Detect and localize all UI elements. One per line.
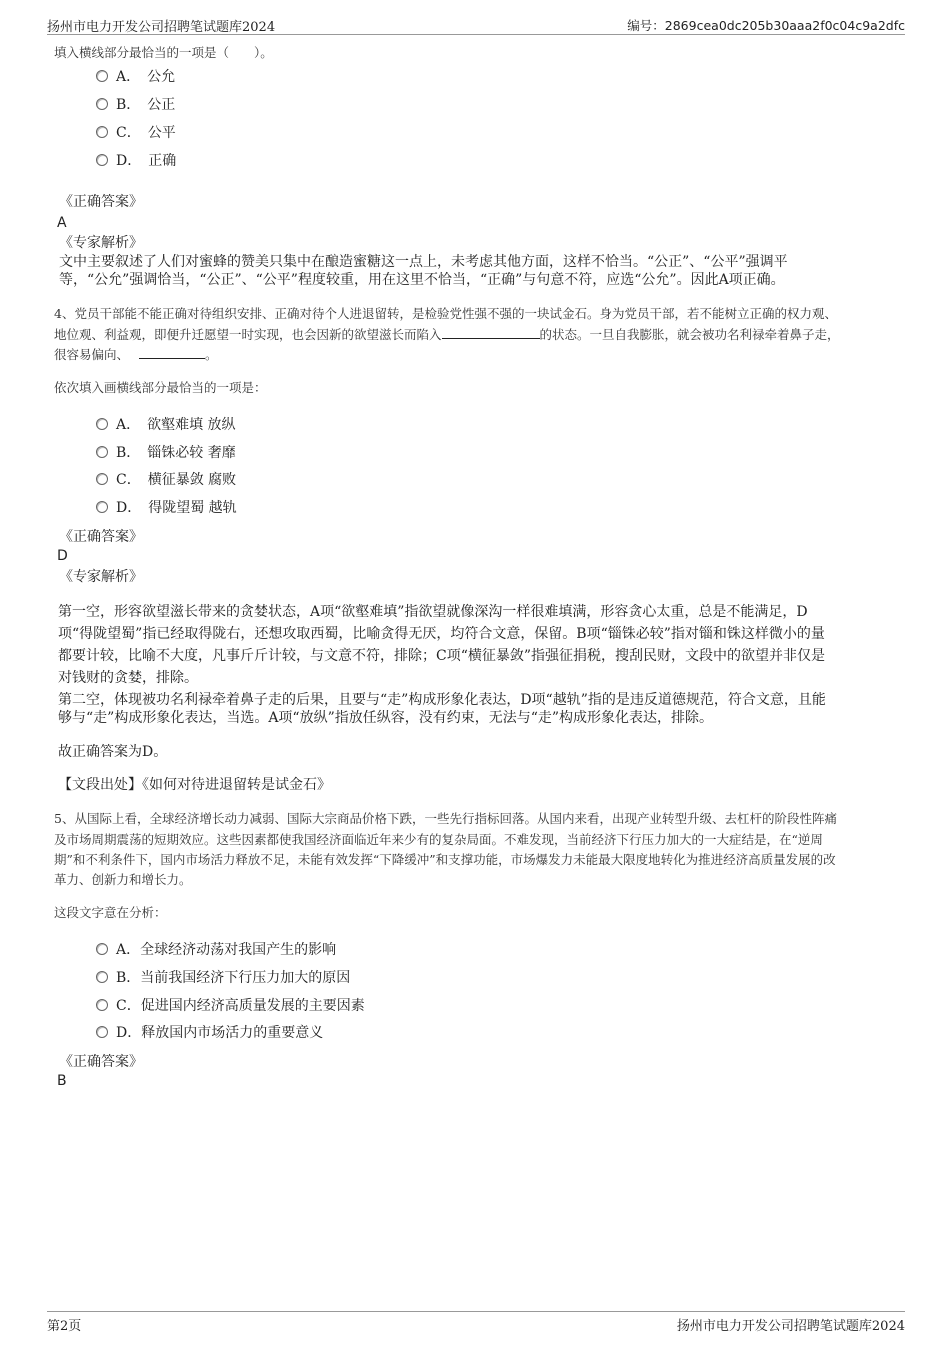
q5-answer: B (57, 1073, 67, 1089)
q4-option-a[interactable]: A． 欲壑难填 放纵 (96, 415, 236, 435)
q4-conclusion: 故正确答案为D。 (58, 744, 168, 760)
radio-icon[interactable] (96, 98, 108, 110)
radio-icon[interactable] (96, 154, 108, 166)
radio-icon[interactable] (96, 473, 108, 485)
q3-option-a[interactable]: A． 公允 (96, 67, 175, 87)
q5-option-d[interactable]: D．释放国内市场活力的重要意义 (96, 1023, 323, 1043)
radio-icon[interactable] (96, 1026, 108, 1038)
radio-icon[interactable] (96, 418, 108, 430)
q4-analysis-p1-line1: 第一空，形容欲望滋长带来的贪婪状态，A项“欲壑难填”指欲望就像深沟一样很难填满，形容贪心太重，总是不能满足，D (58, 604, 808, 620)
radio-icon[interactable] (96, 446, 108, 458)
q5-stem-line3: 期”和不利条件下，国内市场活力释放不足，未能有效发挥“下降缓冲”和支撑功能，市场爆发力未能最大限度地转化为推进经济高质量发展的改 (54, 852, 836, 867)
page-footer (47, 1311, 905, 1332)
radio-icon[interactable] (96, 126, 108, 138)
q3-option-d[interactable]: D． 正确 (96, 151, 176, 171)
radio-icon[interactable] (96, 70, 108, 82)
q4-prompt: 依次填入画横线部分最恰当的一项是： (54, 380, 267, 395)
radio-icon[interactable] (96, 999, 108, 1011)
q4-analysis-p1-line2: 项“得陇望蜀”指已经取得陇右，还想攻取西蜀，比喻贪得无厌，均符合文意，保留。B项“锱铢必较”指对锱和铢这样微小的量 (58, 626, 825, 642)
q3-analysis-label: 《专家解析》 (59, 235, 143, 251)
q4-stem-line2: 地位观、利益观，即便升迁愿望一时实现，也会因新的欲望滋长而陷入 的状态。一旦自我膨胀，就会被功名利禄牵着鼻子走， (54, 327, 840, 342)
q4-option-d[interactable]: D． 得陇望蜀 越轨 (96, 498, 237, 518)
q3-answer: A (57, 215, 67, 231)
q3-answer-label: 《正确答案》 (59, 194, 143, 210)
q4-analysis-label: 《专家解析》 (59, 569, 143, 585)
q5-stem-line2: 及市场周期震荡的短期效应。这些因素都使我国经济面临近年来少有的复杂局面。不难发现，当前经济下行压力加大的一大症结是，在“逆周 (54, 832, 823, 847)
q3-stem: 填入横线部分最恰当的一项是（ ）。 (54, 45, 273, 60)
q4-answer-label: 《正确答案》 (59, 529, 143, 545)
q5-stem-line1: 5、从国际上看，全球经济增长动力减弱、国际大宗商品价格下跌，一些先行指标回落。从国内来看，出现产业转型升级、去杠杆的阶段性阵痛 (54, 811, 837, 826)
q5-stem-line4: 革力、创新力和增长力。 (54, 872, 192, 887)
q4-stem-line3: 很容易偏向、 。 (54, 347, 218, 362)
q4-source: 【文段出处】《如何对待进退留转是试金石》 (58, 777, 331, 793)
q4-analysis-p1-line4: 对钱财的贪婪，排除。 (58, 670, 198, 686)
q5-prompt: 这段文字意在分析： (54, 905, 167, 920)
radio-icon[interactable] (96, 971, 108, 983)
radio-icon[interactable] (96, 501, 108, 513)
footer-title: 扬州市电力开发公司招聘笔试题库2024 (676, 1319, 905, 1334)
fill-blank (139, 346, 205, 359)
q4-analysis-p2-line1: 第二空，体现被功名利禄牵着鼻子走的后果，且要与“走”构成形象化表达，D项“越轨”指的是违反道德规范，符合文意，且能 (58, 692, 826, 708)
q5-option-a[interactable]: A．全球经济动荡对我国产生的影响 (96, 940, 336, 960)
header-doc-id: 编号：2869cea0dc205b30aaa2f0c04c9a2dfc (627, 18, 905, 33)
q4-stem-line1: 4、党员干部能不能正确对待组织安排、正确对待个人进退留转，是检验党性强不强的一块试金石。身为党员干部，若不能树立正确的权力观、 (54, 306, 837, 321)
q5-option-c[interactable]: C．促进国内经济高质量发展的主要因素 (96, 996, 365, 1016)
page-number: 第2页 (47, 1319, 82, 1334)
q3-option-c[interactable]: C． 公平 (96, 123, 176, 143)
q4-option-c[interactable]: C． 横征暴敛 腐败 (96, 470, 236, 490)
q4-analysis-p1-line3: 都要计较，比喻不大度，凡事斤斤计较，与文意不符，排除；C项“横征暴敛”指强征捐税，搜刮民财，文段中的欲望并非仅是 (58, 648, 826, 664)
page-header (47, 14, 905, 35)
radio-icon[interactable] (96, 943, 108, 955)
q5-answer-label: 《正确答案》 (59, 1054, 143, 1070)
q3-analysis-line1: 文中主要叙述了人们对蜜蜂的赞美只集中在酿造蜜糖这一点上，未考虑其他方面，这样不恰当。“公正”、“公平”强调平 (59, 254, 788, 270)
q3-analysis-line2: 等，“公允”强调恰当，“公正”、“公平”程度较重，用在这里不恰当，“正确”与句意不符，应选“公允”。因此A项正确。 (59, 272, 785, 288)
q4-option-b[interactable]: B． 锱铢必较 奢靡 (96, 443, 236, 463)
q3-option-b[interactable]: B． 公正 (96, 95, 175, 115)
q4-analysis-p2-line2: 够与“走”构成形象化表达，当选。A项“放纵”指放任纵容，没有约束，无法与“走”构成形象化表达，排除。 (58, 710, 714, 726)
header-title: 扬州市电力开发公司招聘笔试题库2024 (47, 20, 276, 35)
q5-option-b[interactable]: B．当前我国经济下行压力加大的原因 (96, 968, 350, 988)
q4-answer: D (57, 548, 68, 564)
fill-blank (442, 326, 540, 339)
